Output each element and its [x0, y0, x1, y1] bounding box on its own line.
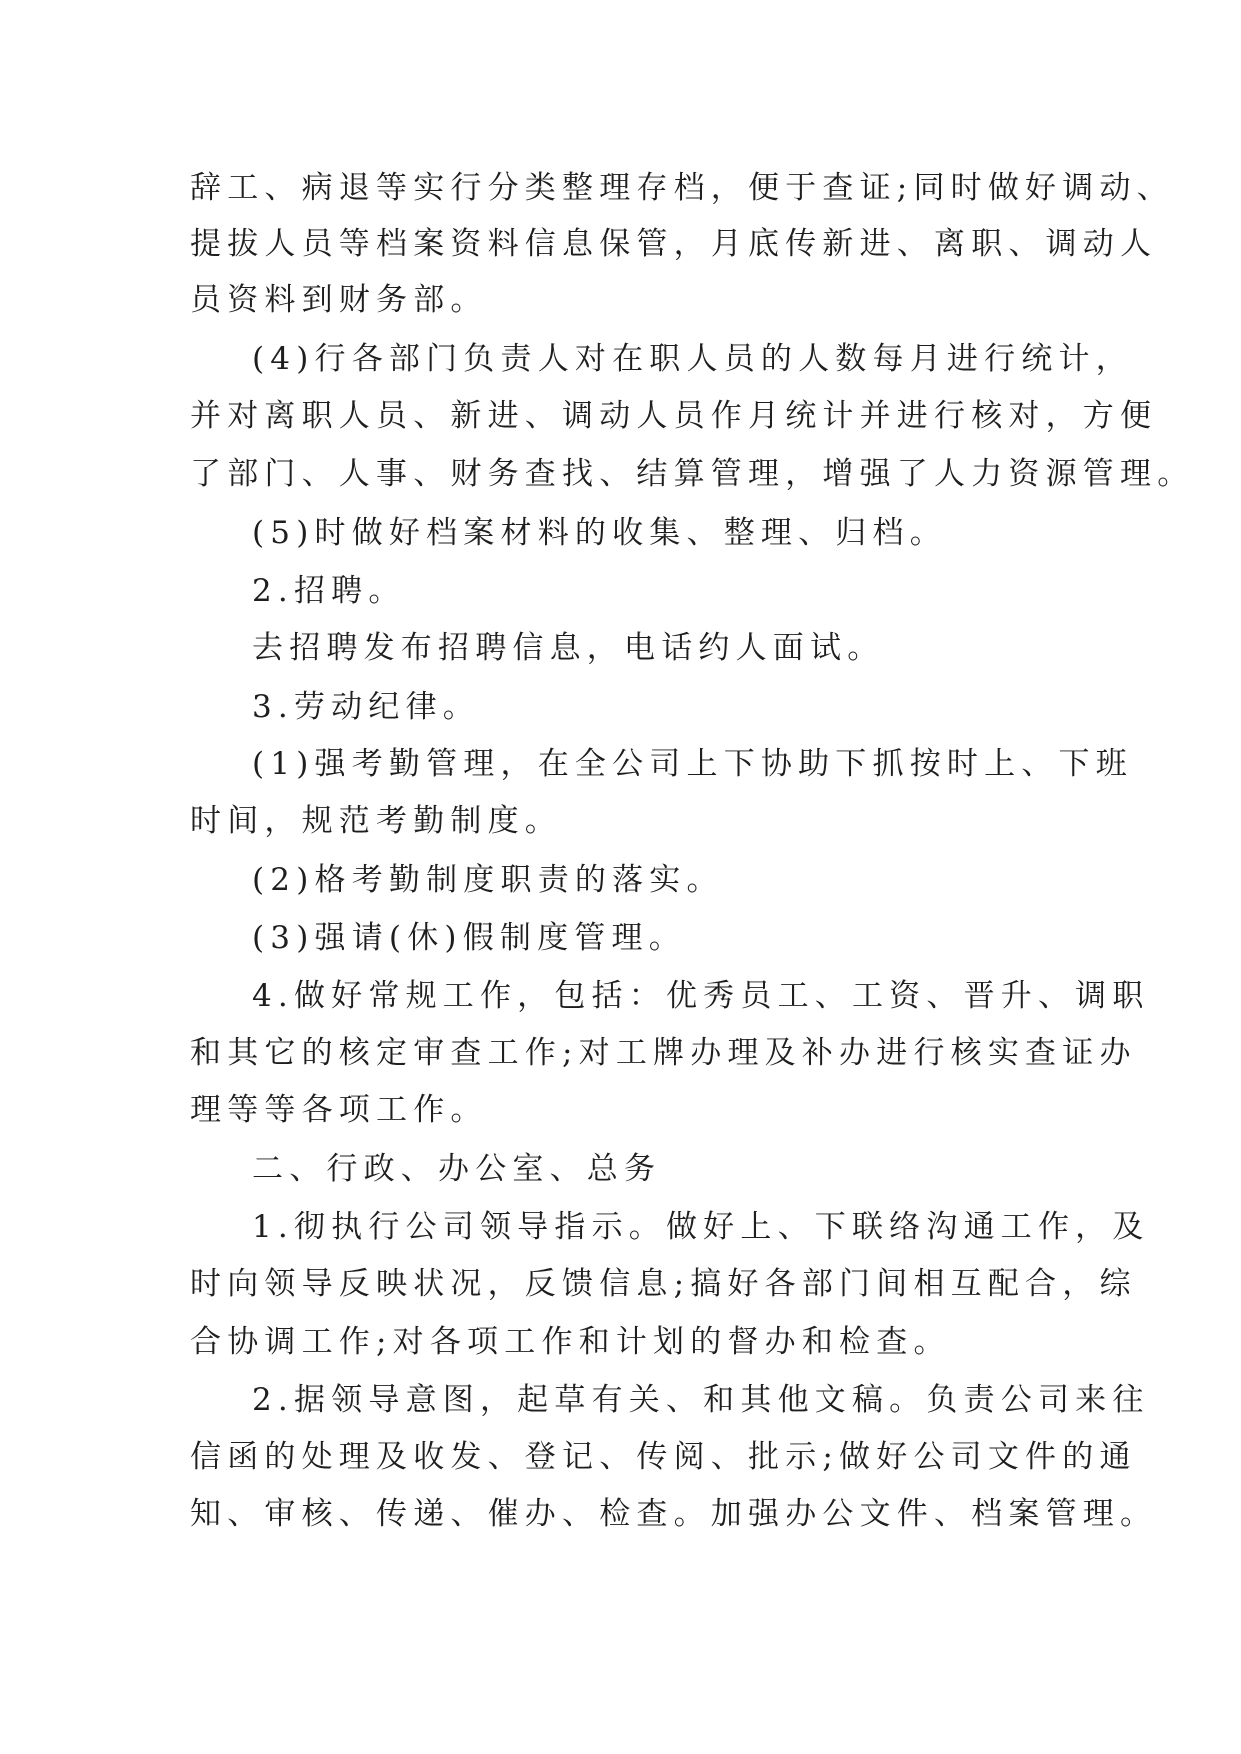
text-line: 时间，规范考勤制度。 [190, 803, 562, 839]
text-line: 去招聘发布招聘信息，电话约人面试。 [252, 630, 885, 666]
text-line: 时向领导反映状况，反馈信息;搞好各部门间相互配合，综 [190, 1266, 1137, 1302]
text-line: 1.彻执行公司领导指示。做好上、下联络沟通工作，及 [252, 1209, 1150, 1245]
text-line: 信函的处理及收发、登记、传阅、批示;做好公司文件的通 [190, 1439, 1137, 1475]
text-line: (2)格考勤制度职责的落实。 [252, 862, 724, 898]
text-line: 辞工、病退等实行分类整理存档，便于查证;同时做好调动、 [190, 170, 1174, 206]
section-heading: 二、行政、办公室、总务 [252, 1151, 662, 1187]
text-line: 了部门、人事、财务查找、结算管理，增强了人力资源管理。 [190, 456, 1195, 492]
text-line: 员资料到财务部。 [190, 282, 488, 318]
text-line: 提拔人员等档案资料信息保管，月底传新进、离职、调动人 [190, 226, 1158, 262]
text-line: (5)时做好档案材料的收集、整理、归档。 [252, 515, 947, 551]
text-line: (3)强请(休)假制度管理。 [252, 920, 686, 956]
text-line: 知、审核、传递、催办、检查。加强办公文件、档案管理。 [190, 1496, 1158, 1532]
section-heading: 3.劳动纪律。 [252, 689, 480, 725]
text-line: 4.做好常规工作，包括：优秀员工、工资、晋升、调职 [252, 978, 1150, 1014]
section-heading: 2.招聘。 [252, 573, 406, 609]
text-line: (1)强考勤管理，在全公司上下协助下抓按时上、下班 [252, 746, 1133, 782]
text-line: 和其它的核定审查工作;对工牌办理及补办进行核实查证办 [190, 1035, 1137, 1071]
text-line: 合协调工作;对各项工作和计划的督办和检查。 [190, 1324, 951, 1360]
text-line: 并对离职人员、新进、调动人员作月统计并进行核对，方便 [190, 398, 1158, 434]
text-line: 2.据领导意图，起草有关、和其他文稿。负责公司来往 [252, 1382, 1150, 1418]
text-line: (4)行各部门负责人对在职人员的人数每月进行统计， [252, 341, 1133, 377]
text-line: 理等等各项工作。 [190, 1092, 488, 1128]
